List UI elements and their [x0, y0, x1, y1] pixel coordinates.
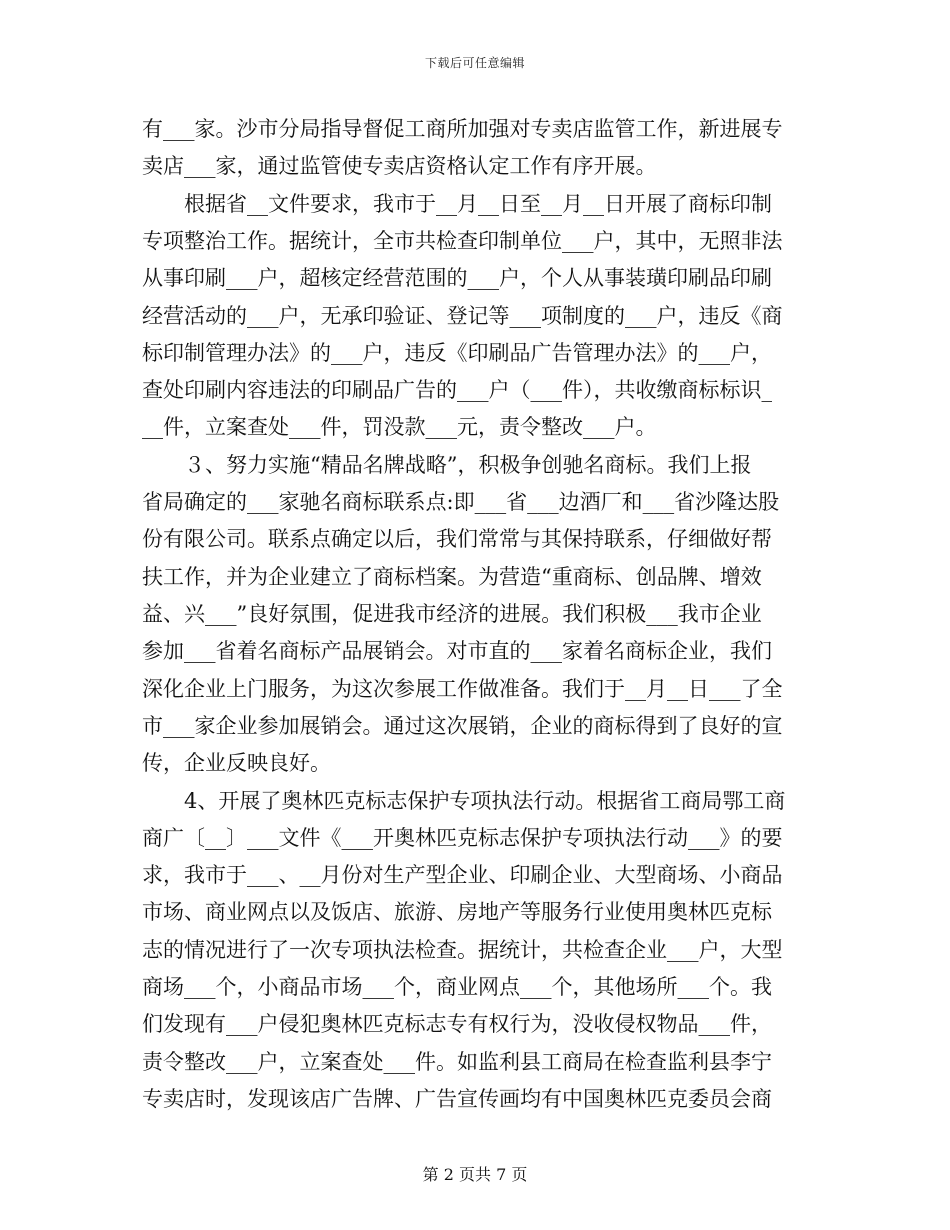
page-header: 下载后可任意编辑	[424, 56, 525, 70]
text-line: 查处印刷内容违法的印刷品广告的___户（___件），共收缴商标标识_	[142, 378, 772, 402]
text-line: 求，我市于___、__月份对生产型企业、印刷企业、大型商场、小商品	[142, 863, 783, 887]
text-line: 经营活动的___户，无承印验证、登记等___项制度的___户，违反《商	[142, 304, 783, 328]
text-line: 专卖店时，发现该店广告牌、广告宣传画均有中国奥林匹克委员会商	[142, 1087, 772, 1111]
text-line: 商广〔__〕___文件《___开奥林匹克标志保护专项执法行动___》的要	[142, 826, 783, 850]
text-line: 参加___省着名商标产品展销会。对市直的___家着名商标企业，我们	[142, 639, 772, 663]
text-line: 们发现有___户侵犯奥林匹克标志专有权行为，没收侵权物品___件，	[142, 1012, 772, 1036]
text-line: 标印制管理办法》的___户，违反《印刷品广告管理办法》的___户，	[142, 341, 772, 365]
text-line: 省局确定的___家驰名商标联系点:即___省___边酒厂和___省沙隆达股	[142, 490, 780, 514]
text-line: 市___家企业参加展销会。通过这次展销，企业的商标得到了良好的宣	[142, 714, 783, 738]
text-line: __件，立案查处___件，罚没款___元，责令整改___户。	[142, 415, 657, 439]
text-line: 益、兴___”良好氛围，促进我市经济的进展。我们积极___我市企业	[142, 602, 762, 626]
text-line: 深化企业上门服务，为这次参展工作做准备。我们于__月__日___了全	[142, 677, 783, 701]
text-line: ３、努力实施“精品名牌战略”，积极争创驰名商标。我们上报	[142, 453, 752, 477]
text-line: 份有限公司。联系点确定以后，我们常常与其保持联系，仔细做好帮	[142, 527, 772, 551]
text-line: 专项整治工作。据统计，全市共检查印制单位___户，其中，无照非法	[142, 229, 783, 253]
text-line: 卖店___家，通过监管使专卖店资格认定工作有序开展。	[142, 154, 657, 178]
text-line: 扶工作，并为企业建立了商标档案。为营造“重商标、创品牌、增效	[142, 565, 762, 589]
text-line: 从事印刷___户，超核定经营范围的___户，个人从事装璜印刷品印刷	[142, 266, 772, 290]
text-line: 志的情况进行了一次专项执法检查。据统计，共检查企业___户，大型	[142, 938, 783, 962]
text-line: 市场、商业网点以及饭店、旅游、房地产等服务行业使用奥林匹克标	[142, 900, 772, 924]
text-line: 根据省__文件要求，我市于__月__日至__月__日开展了商标印制	[142, 192, 772, 216]
text-line: 传，企业反映良好。	[142, 751, 331, 775]
text-line: 有___家。沙市分局指导督促工商所加强对专卖店监管工作，新进展专	[142, 117, 783, 141]
text-line: 商场___个，小商品市场___个，商业网点___个，其他场所___个。我	[142, 975, 772, 999]
text-line: 责令整改___户，立案查处___件。如监利县工商局在检查监利县李宁	[142, 1050, 772, 1074]
page-footer: 第 2 页共 7 页	[422, 1165, 528, 1184]
text-line: 4、开展了奥林匹克标志保护专项执法行动。根据省工商局鄂工商	[142, 789, 786, 813]
